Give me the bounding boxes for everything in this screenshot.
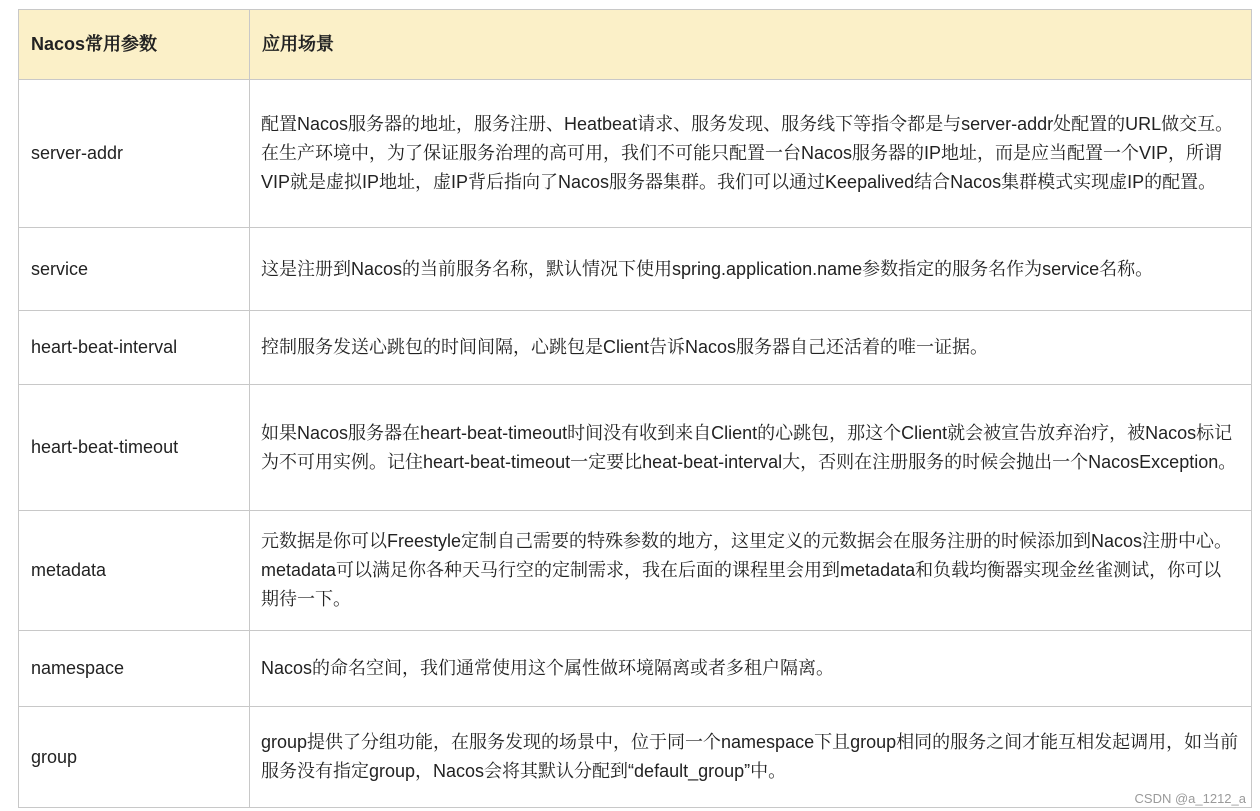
table-row [19, 228, 1252, 311]
param-description: 这是注册到Nacos的当前服务名称，默认情况下使用spring.application.name参数指定的服务名作为service名称。 [250, 228, 1252, 311]
watermark: CSDN @a_1212_a [1134, 791, 1246, 806]
nacos-params-table [18, 9, 1252, 808]
param-name: namespace [19, 631, 250, 707]
table-row [19, 631, 1252, 707]
table-row [19, 80, 1252, 228]
param-description: 如果Nacos服务器在heart-beat-timeout时间没有收到来自Client的心跳包，那这个Client就会被宣告放弃治疗，被Nacos标记为不可用实例。记住heart-beat-timeout一定要比heat-beat-interval大，否则在注册服务的时候会抛出一个NacosException。 [250, 385, 1252, 511]
table-row [19, 511, 1252, 631]
table-row [19, 385, 1252, 511]
table-header-row [19, 10, 1252, 80]
param-name: heart-beat-interval [19, 311, 250, 385]
param-name: heart-beat-timeout [19, 385, 250, 511]
param-description: Nacos的命名空间，我们通常使用这个属性做环境隔离或者多租户隔离。 [250, 631, 1252, 707]
param-name: server-addr [19, 80, 250, 228]
param-description: 控制服务发送心跳包的时间间隔，心跳包是Client告诉Nacos服务器自己还活着的唯一证据。 [250, 311, 1252, 385]
param-description: group提供了分组功能，在服务发现的场景中，位于同一个namespace下且group相同的服务之间才能互相发起调用，如当前服务没有指定group，Nacos会将其默认分配到“default_group”中。 [250, 707, 1252, 808]
header-param: Nacos常用参数 [19, 10, 250, 80]
param-description: 元数据是你可以Freestyle定制自己需要的特殊参数的地方，这里定义的元数据会在服务注册的时候添加到Nacos注册中心。metadata可以满足你各种天马行空的定制需求，我在后面的课程里会用到metadata和负载均衡器实现金丝雀测试，你可以期待一下。 [250, 511, 1252, 631]
param-description: 配置Nacos服务器的地址，服务注册、Heatbeat请求、服务发现、服务线下等指令都是与server-addr处配置的URL做交互。在生产环境中，为了保证服务治理的高可用，我们不可能只配置一台Nacos服务器的IP地址，而是应当配置一个VIP，所谓VIP就是虚拟IP地址，虚IP背后指向了Nacos服务器集群。我们可以通过Keepalived结合Nacos集群模式实现虚IP的配置。 [250, 80, 1252, 228]
table-row [19, 311, 1252, 385]
table-row [19, 707, 1252, 808]
param-name: service [19, 228, 250, 311]
header-scenario: 应用场景 [250, 10, 1252, 80]
param-name: metadata [19, 511, 250, 631]
param-name: group [19, 707, 250, 808]
